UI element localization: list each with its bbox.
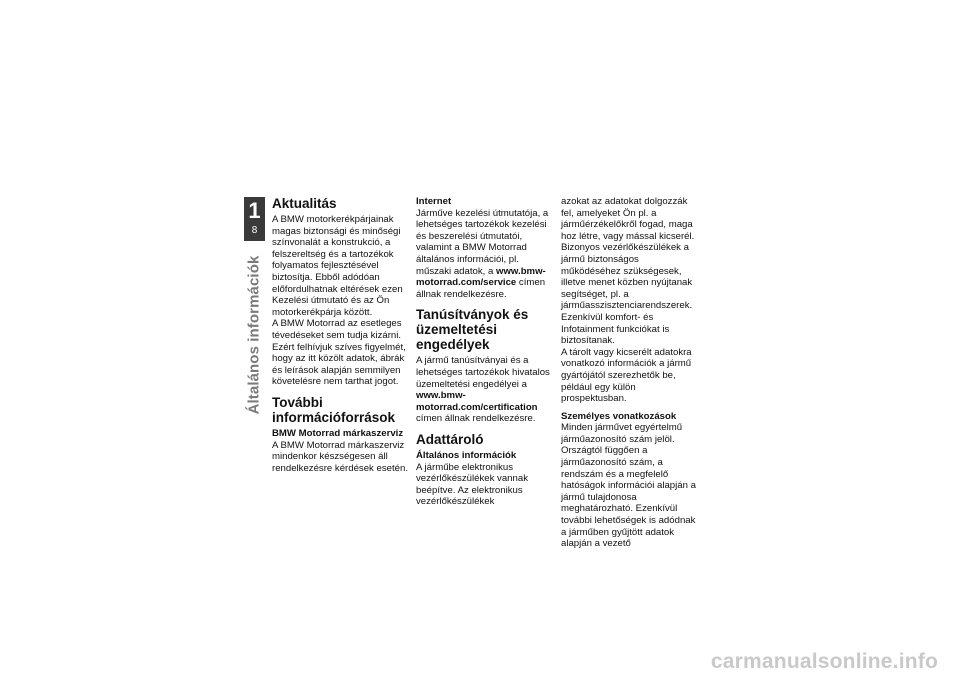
service-url-link[interactable]: www.bmw-motorrad.com/service: [416, 265, 546, 289]
chapter-number: 1: [248, 198, 261, 223]
paragraph-tanusitvanyok: [416, 355, 556, 425]
heading-adattarolo: Adattároló: [416, 431, 484, 447]
subheading-szemelyes-vonatkozasok: Személyes vonatkozások: [561, 410, 677, 422]
watermark: carmanualsonline.info: [710, 650, 938, 673]
chapter-tab: [244, 197, 265, 241]
text-column-3: [561, 196, 701, 550]
heading-tanusitvanyok: Tanúsítványok és üzemeltetési engedélyek: [416, 307, 529, 353]
paragraph-adatfeldolgozas: azokat az adatokat dolgozzák fel, amelyeket Ön pl. a járműérzékelőkről fogad, maga hoz létre, vagy mással kicserél. Bizonyos vezérlőkészülékek a jármű biztonságos működéséhez szükségesek, illetve menet közben nyújtanak segítséget, pl. a járműasszisztenciarendszerek. Ezenkívül komfort- és Infotainment funkciókat is biztosítanak.: [561, 196, 695, 347]
certification-url-link[interactable]: www.bmw-motorrad.com/certification: [416, 390, 538, 413]
paragraph-aktualitas: A BMW motorkerékpárjainak magas biztonsági és minőségi színvonalát a konstrukció, a felszereltség és a tartozékok folyamatos fejlesztésével biztosítja. Ebből adódóan előfordulhatnak eltérések ezen Kezelési útmutató és az Ön motorkerékpárja között.: [272, 214, 403, 318]
page-number: 8: [251, 225, 258, 236]
paragraph-altalanos: A járműbe elektronikus vezérlőkészülékek vannak beépítve. Az elektronikus vezérlőkészülékek: [416, 461, 528, 508]
paragraph-markaszerviz: A BMW Motorrad márkaszerviz mindenkor készségesen áll rendelkezésre kérdések esetén.: [272, 439, 408, 474]
text-column-1: [272, 196, 412, 474]
paragraph-internet-text-2: címen állnak rendelkezésre.: [416, 277, 546, 300]
text-column-2: [416, 196, 556, 508]
subheading-markaszerviz: BMW Motorrad márkaszerviz: [272, 427, 404, 439]
paragraph-internet: [416, 208, 556, 301]
paragraph-internet-text-1: Járműve kezelési útmutatója, a lehetséges tartozékok kezelési és beszerelési útmutatói, valamint a BMW Motorrad általános információi, pl. műszaki adatok, a: [416, 207, 549, 277]
subheading-internet: Internet: [416, 196, 452, 207]
paragraph-szemelyes: Minden járművet egyértelmű járműazonosító szám jelöl. Országtól függően a járműazonosító szám, a rendszám és a megfelelő hatóságok információi alapján a jármű tulajdonosa meghatározható. Ezenkívül további lehetőségek is adódnak a járműben gyűjtött adatok alapján a vezető: [561, 422, 696, 550]
chapter-side-title: Általános információk: [245, 255, 263, 415]
paragraph-aktualitas-2: A BMW Motorrad az esetleges tévedéseket sem tudja kizárni. Ezért felhívjuk szíves figyelmét, hogy az itt közölt adatok, ábrák és leírások alapján semmilyen követelésre nem tarthat jogot.: [272, 318, 406, 388]
paragraph-tanusitvanyok-text-1: A jármű tanúsítványai és a lehetséges tartozékok hivatalos üzemeltetési engedélyei a: [416, 355, 550, 390]
subheading-altalanos-informaciok: Általános információk: [416, 449, 517, 461]
heading-tovabbi-informacioforrasok: További információforrások: [272, 394, 396, 425]
heading-aktualitas: Aktualitás: [272, 196, 337, 211]
paragraph-tarolt-adatok: A tárolt vagy kicserélt adatokra vonatkozó információk a jármű gyártójától szerezhetők be, például egy külön prospektusban.: [561, 346, 692, 405]
paragraph-tanusitvanyok-text-2: címen állnak rendelkezésre.: [416, 413, 536, 425]
